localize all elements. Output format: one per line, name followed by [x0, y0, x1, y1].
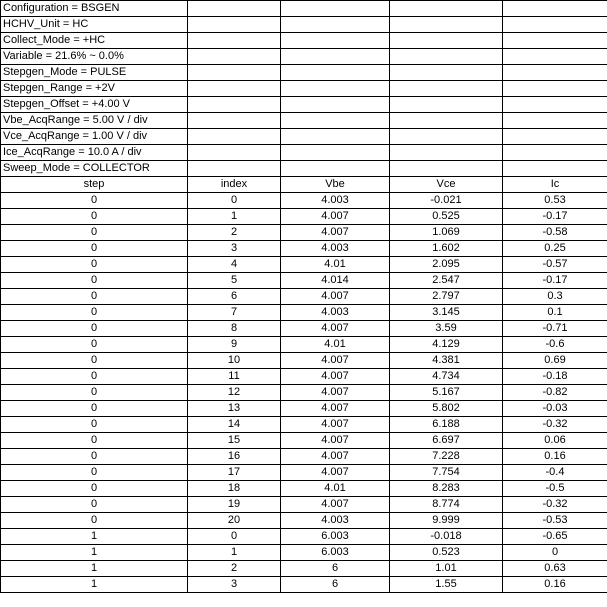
table-cell[interactable]: -0.65: [503, 529, 607, 545]
table-cell[interactable]: -0.82: [503, 385, 607, 401]
table-cell[interactable]: 19: [188, 497, 281, 513]
table-cell[interactable]: -0.4: [503, 465, 607, 481]
table-cell[interactable]: 1: [1, 545, 188, 561]
table-row: [1, 497, 607, 513]
table-cell[interactable]: 4.014: [281, 273, 390, 289]
meta-row: [1, 1, 607, 17]
empty-cell[interactable]: [188, 81, 281, 97]
table-cell[interactable]: -0.021: [390, 193, 503, 209]
column-header-step[interactable]: step: [1, 177, 188, 193]
table-row: [1, 545, 607, 561]
table-cell[interactable]: 7.754: [390, 465, 503, 481]
table-cell[interactable]: 0.1: [503, 305, 607, 321]
table-row: [1, 353, 607, 369]
table-cell[interactable]: 4.007: [281, 321, 390, 337]
empty-cell[interactable]: [390, 33, 503, 49]
table-cell[interactable]: 6: [281, 561, 390, 577]
column-header-index[interactable]: index: [188, 177, 281, 193]
table-cell[interactable]: 4.01: [281, 481, 390, 497]
header-row: [1, 177, 607, 193]
table-row: [1, 241, 607, 257]
table-row: [1, 481, 607, 497]
table-cell[interactable]: 4.007: [281, 449, 390, 465]
empty-cell[interactable]: [281, 161, 390, 177]
table-row: [1, 273, 607, 289]
table-cell[interactable]: 15: [188, 433, 281, 449]
empty-cell[interactable]: [390, 1, 503, 17]
empty-cell[interactable]: [503, 97, 607, 113]
meta-cell[interactable]: Stepgen_Mode = PULSE: [1, 65, 188, 81]
empty-cell[interactable]: [188, 33, 281, 49]
table-cell[interactable]: 0.06: [503, 433, 607, 449]
meta-cell[interactable]: Vce_AcqRange = 1.00 V / div: [1, 129, 188, 145]
table-cell[interactable]: 7: [188, 305, 281, 321]
table-cell[interactable]: -0.53: [503, 513, 607, 529]
table-cell[interactable]: 1: [188, 209, 281, 225]
table-cell[interactable]: 0.53: [503, 193, 607, 209]
empty-cell[interactable]: [188, 161, 281, 177]
empty-cell[interactable]: [281, 97, 390, 113]
table-cell[interactable]: 1.01: [390, 561, 503, 577]
empty-cell[interactable]: [503, 49, 607, 65]
empty-cell[interactable]: [503, 129, 607, 145]
table-cell[interactable]: 0: [1, 465, 188, 481]
table-cell[interactable]: 0: [1, 193, 188, 209]
table-cell[interactable]: 0: [1, 289, 188, 305]
table-cell[interactable]: 0: [1, 513, 188, 529]
table-row: [1, 193, 607, 209]
empty-cell[interactable]: [281, 65, 390, 81]
empty-cell[interactable]: [390, 97, 503, 113]
table-cell[interactable]: 0: [1, 417, 188, 433]
empty-cell[interactable]: [503, 65, 607, 81]
table-cell[interactable]: 8: [188, 321, 281, 337]
table-cell[interactable]: 20: [188, 513, 281, 529]
table-cell[interactable]: 8.283: [390, 481, 503, 497]
table-cell[interactable]: 4.003: [281, 193, 390, 209]
table-cell[interactable]: 4.003: [281, 305, 390, 321]
empty-cell[interactable]: [188, 129, 281, 145]
table-cell[interactable]: 4.381: [390, 353, 503, 369]
table-cell[interactable]: 0: [188, 529, 281, 545]
empty-cell[interactable]: [188, 113, 281, 129]
table-cell[interactable]: 1: [1, 577, 188, 593]
table-row: [1, 401, 607, 417]
meta-row: [1, 17, 607, 33]
meta-cell[interactable]: Ice_AcqRange = 10.0 A / div: [1, 145, 188, 161]
table-cell[interactable]: 4: [188, 257, 281, 273]
meta-row: [1, 33, 607, 49]
empty-cell[interactable]: [188, 145, 281, 161]
table-row: [1, 209, 607, 225]
table-cell[interactable]: 6.188: [390, 417, 503, 433]
meta-row: [1, 161, 607, 177]
empty-cell[interactable]: [281, 113, 390, 129]
table-cell[interactable]: 10: [188, 353, 281, 369]
table-cell[interactable]: 4.007: [281, 417, 390, 433]
table-row: [1, 513, 607, 529]
empty-cell[interactable]: [503, 1, 607, 17]
empty-cell[interactable]: [281, 49, 390, 65]
table-cell[interactable]: 0.69: [503, 353, 607, 369]
empty-cell[interactable]: [503, 81, 607, 97]
table-cell[interactable]: -0.58: [503, 225, 607, 241]
empty-cell[interactable]: [188, 97, 281, 113]
table-cell[interactable]: 1.069: [390, 225, 503, 241]
table-row: [1, 561, 607, 577]
table-cell[interactable]: 6.003: [281, 545, 390, 561]
empty-cell[interactable]: [503, 17, 607, 33]
empty-cell[interactable]: [503, 113, 607, 129]
empty-cell[interactable]: [281, 17, 390, 33]
empty-cell[interactable]: [390, 49, 503, 65]
table-cell[interactable]: 4.129: [390, 337, 503, 353]
table-cell[interactable]: 0: [1, 321, 188, 337]
table-cell[interactable]: 1: [1, 561, 188, 577]
meta-cell[interactable]: Collect_Mode = +HC: [1, 33, 188, 49]
table-row: [1, 465, 607, 481]
table-cell[interactable]: -0.03: [503, 401, 607, 417]
table-cell[interactable]: 1.602: [390, 241, 503, 257]
table-row: [1, 337, 607, 353]
table-cell[interactable]: 13: [188, 401, 281, 417]
table-cell[interactable]: 0: [1, 449, 188, 465]
table-cell[interactable]: 16: [188, 449, 281, 465]
table-cell[interactable]: 0: [1, 257, 188, 273]
table-cell[interactable]: 11: [188, 369, 281, 385]
table-cell[interactable]: 12: [188, 385, 281, 401]
table-cell[interactable]: 5.167: [390, 385, 503, 401]
meta-cell[interactable]: Variable = 21.6% ~ 0.0%: [1, 49, 188, 65]
table-cell[interactable]: 2: [188, 225, 281, 241]
table-cell[interactable]: 4.007: [281, 385, 390, 401]
table-cell[interactable]: 0: [1, 209, 188, 225]
table-cell[interactable]: 6.697: [390, 433, 503, 449]
table-row: [1, 321, 607, 337]
empty-cell[interactable]: [281, 1, 390, 17]
table-cell[interactable]: 4.007: [281, 209, 390, 225]
meta-cell[interactable]: Vbe_AcqRange = 5.00 V / div: [1, 113, 188, 129]
table-row: [1, 289, 607, 305]
empty-cell[interactable]: [188, 1, 281, 17]
empty-cell[interactable]: [503, 161, 607, 177]
table-cell[interactable]: 0: [1, 353, 188, 369]
table-cell[interactable]: 0: [1, 225, 188, 241]
meta-row: [1, 65, 607, 81]
table-cell[interactable]: 3.59: [390, 321, 503, 337]
table-cell[interactable]: 2: [188, 561, 281, 577]
table-cell[interactable]: 0: [1, 273, 188, 289]
table-cell[interactable]: 0.16: [503, 577, 607, 593]
table-cell[interactable]: -0.17: [503, 273, 607, 289]
table-cell[interactable]: -0.018: [390, 529, 503, 545]
table-cell[interactable]: -0.71: [503, 321, 607, 337]
table-cell[interactable]: 17: [188, 465, 281, 481]
empty-cell[interactable]: [390, 145, 503, 161]
table-cell[interactable]: -0.32: [503, 497, 607, 513]
table-cell[interactable]: 4.007: [281, 497, 390, 513]
table-cell[interactable]: 9.999: [390, 513, 503, 529]
table-row: [1, 305, 607, 321]
table-cell[interactable]: 0.16: [503, 449, 607, 465]
table-row: [1, 577, 607, 593]
table-cell[interactable]: -0.5: [503, 481, 607, 497]
empty-cell[interactable]: [281, 81, 390, 97]
table-cell[interactable]: 4.003: [281, 513, 390, 529]
table-cell[interactable]: 0: [503, 545, 607, 561]
meta-cell[interactable]: Stepgen_Range = +2V: [1, 81, 188, 97]
table-cell[interactable]: 4.007: [281, 369, 390, 385]
table-cell[interactable]: 18: [188, 481, 281, 497]
table-cell[interactable]: -0.57: [503, 257, 607, 273]
empty-cell[interactable]: [281, 129, 390, 145]
table-cell[interactable]: 14: [188, 417, 281, 433]
column-header-vbe[interactable]: Vbe: [281, 177, 390, 193]
meta-cell[interactable]: Stepgen_Offset = +4.00 V: [1, 97, 188, 113]
table-cell[interactable]: 6.003: [281, 529, 390, 545]
table-cell[interactable]: 4.734: [390, 369, 503, 385]
table-cell[interactable]: 8.774: [390, 497, 503, 513]
table-row: [1, 385, 607, 401]
table-cell[interactable]: 6: [281, 577, 390, 593]
table-cell[interactable]: 4.003: [281, 241, 390, 257]
empty-cell[interactable]: [281, 145, 390, 161]
table-row: [1, 449, 607, 465]
empty-cell[interactable]: [390, 113, 503, 129]
empty-cell[interactable]: [188, 65, 281, 81]
empty-cell[interactable]: [503, 33, 607, 49]
table-cell[interactable]: 3: [188, 577, 281, 593]
empty-cell[interactable]: [390, 65, 503, 81]
empty-cell[interactable]: [503, 145, 607, 161]
table-cell[interactable]: 0: [1, 369, 188, 385]
empty-cell[interactable]: [390, 129, 503, 145]
sheet-body: [1, 1, 607, 593]
table-cell[interactable]: 4.007: [281, 465, 390, 481]
empty-cell[interactable]: [390, 17, 503, 33]
table-cell[interactable]: 0.25: [503, 241, 607, 257]
meta-row: [1, 113, 607, 129]
table-cell[interactable]: 4.007: [281, 225, 390, 241]
table-cell[interactable]: 4.007: [281, 433, 390, 449]
table-cell[interactable]: 2.547: [390, 273, 503, 289]
meta-row: [1, 81, 607, 97]
meta-row: [1, 129, 607, 145]
table-cell[interactable]: 1: [1, 529, 188, 545]
empty-cell[interactable]: [390, 81, 503, 97]
table-cell[interactable]: -0.17: [503, 209, 607, 225]
empty-cell[interactable]: [281, 33, 390, 49]
table-cell[interactable]: 6: [188, 289, 281, 305]
table-cell[interactable]: 4.007: [281, 353, 390, 369]
table-cell[interactable]: 1.55: [390, 577, 503, 593]
meta-cell[interactable]: Configuration = BSGEN: [1, 1, 188, 17]
table-row: [1, 369, 607, 385]
table-cell[interactable]: 5.802: [390, 401, 503, 417]
table-cell[interactable]: 0: [1, 241, 188, 257]
table-cell[interactable]: 9: [188, 337, 281, 353]
table-cell[interactable]: -0.32: [503, 417, 607, 433]
table-cell[interactable]: 4.01: [281, 337, 390, 353]
table-cell[interactable]: 0: [1, 401, 188, 417]
table-cell[interactable]: 4.01: [281, 257, 390, 273]
meta-row: [1, 97, 607, 113]
meta-row: [1, 145, 607, 161]
table-row: [1, 529, 607, 545]
table-row: [1, 433, 607, 449]
table-cell[interactable]: 1: [188, 545, 281, 561]
table-cell[interactable]: 0.525: [390, 209, 503, 225]
table-cell[interactable]: 0: [1, 497, 188, 513]
table-cell[interactable]: 3.145: [390, 305, 503, 321]
table-cell[interactable]: -0.18: [503, 369, 607, 385]
table-cell[interactable]: 2.095: [390, 257, 503, 273]
table-cell[interactable]: 0: [188, 193, 281, 209]
table-cell[interactable]: 0.63: [503, 561, 607, 577]
table-row: [1, 257, 607, 273]
table-cell[interactable]: 0: [1, 481, 188, 497]
empty-cell[interactable]: [188, 49, 281, 65]
table-cell[interactable]: 0: [1, 385, 188, 401]
table-cell[interactable]: 0: [1, 305, 188, 321]
empty-cell[interactable]: [188, 17, 281, 33]
table-cell[interactable]: 7.228: [390, 449, 503, 465]
table-cell[interactable]: 4.007: [281, 289, 390, 305]
meta-row: [1, 49, 607, 65]
table-row: [1, 417, 607, 433]
column-header-vce[interactable]: Vce: [390, 177, 503, 193]
table-cell[interactable]: 0: [1, 433, 188, 449]
table-cell[interactable]: 4.007: [281, 401, 390, 417]
column-header-ic[interactable]: Ic: [503, 177, 607, 193]
table-cell[interactable]: 3: [188, 241, 281, 257]
table-cell[interactable]: 5: [188, 273, 281, 289]
table-cell[interactable]: 2.797: [390, 289, 503, 305]
empty-cell[interactable]: [390, 161, 503, 177]
table-row: [1, 225, 607, 241]
table-cell[interactable]: -0.6: [503, 337, 607, 353]
table-cell[interactable]: 0.3: [503, 289, 607, 305]
meta-cell[interactable]: HCHV_Unit = HC: [1, 17, 188, 33]
table-cell[interactable]: 0: [1, 337, 188, 353]
meta-cell[interactable]: Sweep_Mode = COLLECTOR: [1, 161, 188, 177]
table-cell[interactable]: 0.523: [390, 545, 503, 561]
